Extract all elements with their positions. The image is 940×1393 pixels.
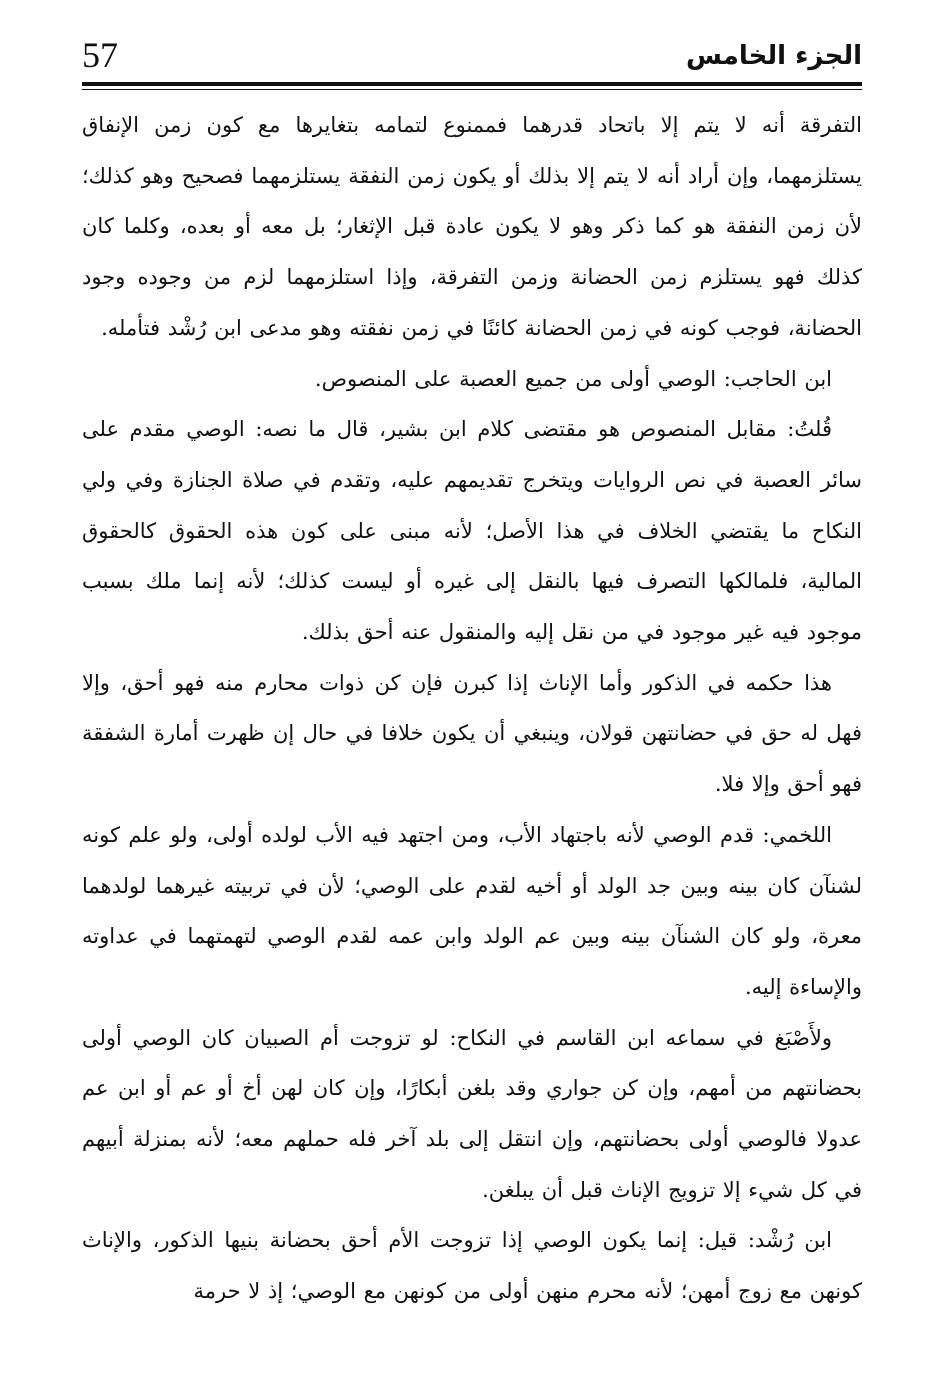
paragraph-2: ابن الحاجب: الوصي أولى من جميع العصبة على المنصوص. — [314, 366, 832, 391]
page-number: 57 — [82, 35, 118, 75]
body-text — [82, 100, 862, 1317]
header-rule-thin — [82, 89, 862, 90]
running-title: الجزء الخامس — [686, 41, 862, 71]
page-header — [82, 28, 862, 82]
header-rule-thick — [82, 82, 862, 86]
paragraph-1: التفرقة أنه لا يتم إلا باتحاد قدرهما فممنوع لتمامه بتغايرها مع كون زمن الإنفاق يستلزمهما، وإن أراد أنه لا يتم إلا بذلك أو يكون زمن النفقة يستلزمهما فصحيح وهو كذلك؛ لأن زمن النفقة هو كما ذكر وهو لا يكون عادة قبل الإثغار؛ بل معه أو بعده، وكلما كان كذلك فهو يستلزم زمن الحضانة وزمن التفرقة، وإذا استلزمهما لزم من وجوده وجود الحضانة، فوجب كونه في زمن الحضانة كائنًا في زمن نفقته وهو مدعى ابن رُشْد فتأمله. — [82, 113, 862, 340]
paragraph-7: ابن رُشْد: قيل: إنما يكون الوصي إذا تزوجت الأم أحق بحضانة بنيها الذكور، والإناث كونهن مع زوج أمهن؛ لأنه محرم منهن أولى من كونهن مع الوصي؛ إذ لا حرمة — [82, 1228, 862, 1304]
paragraph-5: اللخمي: قدم الوصي لأنه باجتهاد الأب، ومن اجتهد فيه الأب لولده أولى، ولو علم كونه لشنآن كان بينه وبين جد الولد أو أخيه لقدم على الوصي؛ لأن في تربيته غيرهما لولدهما معرة، ولو كان الشنآن بينه وبين عم الولد وابن عمه لقدم الوصي لتهمتهما في عداوته والإساءة إليه. — [82, 822, 862, 999]
paragraph-6: ولأَصْبَغ في سماعه ابن القاسم في النكاح: لو تزوجت أم الصبيان كان الوصي أولى بحضانتهم من أمهم، وإن كن جواري وقد بلغن أبكارًا، وإن كان لهن أخ أو عم أو ابن عم عدولا فالوصي أولى بحضانتهم، وإن انتقل إلى بلد آخر فله حملهم معه؛ لأنه بمنزلة أبيهم في كل شيء إلا تزويج الإناث قبل أن يبلغن. — [82, 1025, 862, 1202]
paragraph-3: قُلتُ: مقابل المنصوص هو مقتضى كلام ابن بشير، قال ما نصه: الوصي مقدم على سائر العصبة في نص الروايات ويتخرج تقديمهم عليه، وتقدم في صلاة الجنازة وفي ولي النكاح ما يقتضي الخلاف في هذا الأصل؛ لأنه مبنى على كون هذه الحقوق كالحقوق المالية، فلمالكها التصرف فيها بالنقل إلى غيره أو ليست كذلك؛ لأنه إنما ملك بسبب موجود فيه غير موجود في من نقل إليه والمنقول عنه أحق بذلك. — [82, 417, 862, 645]
paragraph-4: هذا حكمه في الذكور وأما الإناث إذا كبرن فإن كن ذوات محارم منه فهو أحق، وإلا فهل له حق في حضانتهن قولان، وينبغي أن يكون خلافا في حال إن ظهرت أمارة الشفقة فهو أحق وإلا فلا. — [82, 670, 862, 797]
